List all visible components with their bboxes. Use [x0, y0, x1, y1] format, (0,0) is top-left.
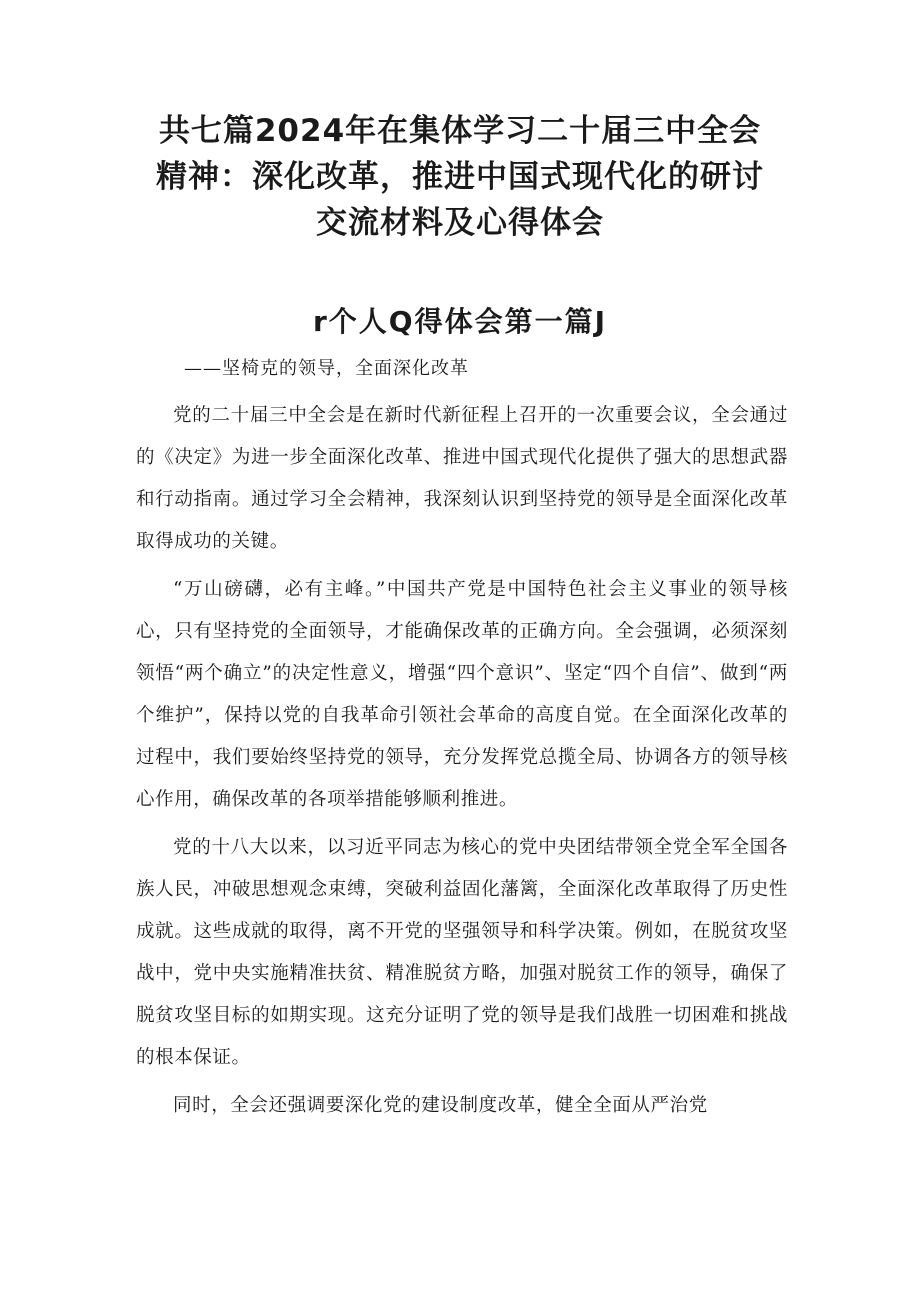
section-heading: r个人Q得体会第一篇J [312, 305, 608, 338]
paragraph: 同时，全会还强调要深化党的建设制度改革，健全全面从严治党 [173, 1095, 708, 1116]
title-line-1: 共七篇2024年在集体学习二十届三中全会 [158, 113, 762, 149]
paragraph: 党的二十届三中全会是在新时代新征程上召开的一次重要会议，全会通过的《决定》为进一步全面深化改革、推进中国式现代化提供了强大的思想武器和行动指南。通过学习全会精神，我深刻认识到坚持党的领导是全面深化改革取得成功的关键。 [136, 405, 788, 552]
paragraph: 党的十八大以来，以习近平同志为核心的党中央团结带领全党全军全国各族人民，冲破思想观念束缚，突破利益固化藩篱，全面深化改革取得了历史性成就。这些成就的取得，离不开党的坚强领导和科学决策。例如，在脱贫攻坚战中，党中央实施精准扶贫、精准脱贫方略，加强对脱贫工作的领导，确保了脱贫攻坚目标的如期实现。这充分证明了党的领导是我们战胜一切困难和挑战的根本保证。 [136, 837, 788, 1068]
paragraph: “万山磅礴，必有主峰。”中国共产党是中国特色社会主义事业的领导核心，只有坚持党的全面领导，才能确保改革的正确方向。全会强调，必须深刻领悟“两个确立”的决定性意义，增强“四个意识”、坚定“四个自信”、做到“两个维护”，保持以党的自我革命引领社会革命的高度自觉。在全面深化改革的过程中，我们要始终坚持党的领导，充分发挥党总揽全局、协调各方的领导核心作用，确保改革的各项举措能够顺利推进。 [136, 579, 788, 810]
title-line-2: 精神：深化改革，推进中国式现代化的研讨 [156, 159, 764, 195]
title-line-3: 交流材料及心得体会 [316, 205, 604, 241]
section-subtitle: ——坚椅克的领导，全面深化改革 [184, 358, 469, 379]
body-text [136, 395, 788, 1133]
document-title [100, 108, 820, 246]
